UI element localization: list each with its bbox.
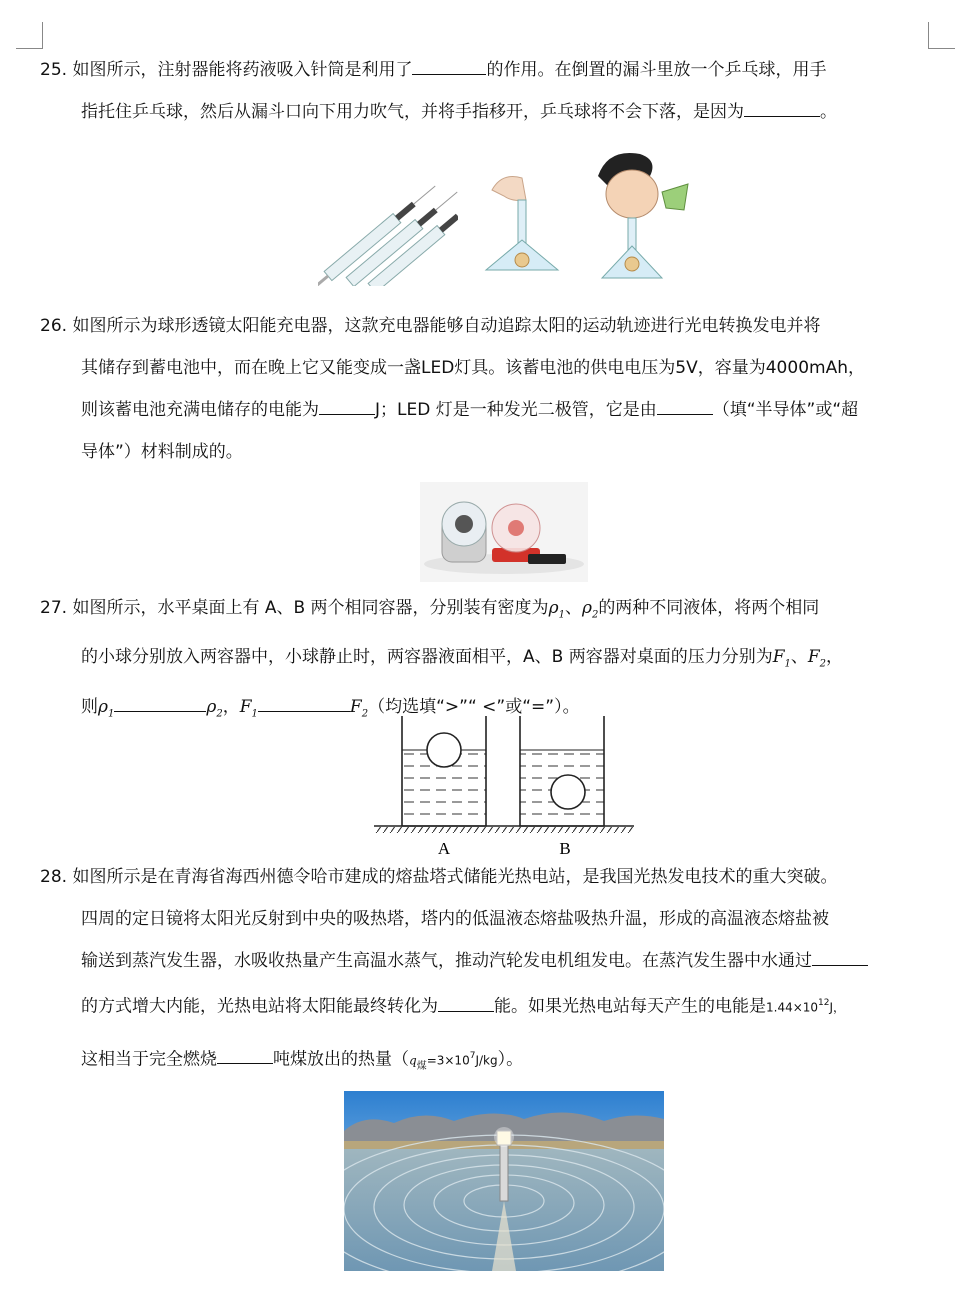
energy-value: 1.44×10 bbox=[766, 1000, 819, 1015]
q27-text: 的两种不同液体，将两个相同 bbox=[598, 598, 820, 618]
label-a: A bbox=[437, 839, 451, 858]
q26-text: （填“半导体”或“超 bbox=[712, 400, 859, 420]
rho2-symbol: ρ bbox=[206, 696, 217, 717]
q28-line-4 bbox=[40, 982, 960, 1029]
answer-blank[interactable] bbox=[438, 993, 494, 1012]
q25-text: 指托住乒乓球，然后从漏斗口向下用力吹气，并将手指移开，乒乓球将不会下落，是因为 bbox=[81, 102, 744, 122]
f2-symbol: F bbox=[349, 696, 362, 717]
energy-exponent: 12 bbox=[818, 998, 830, 1008]
energy-unit: J， bbox=[829, 1000, 846, 1015]
ball-b bbox=[551, 775, 585, 809]
lens-globe-icon bbox=[492, 504, 540, 562]
q26-line-1 bbox=[40, 305, 940, 347]
f2-symbol: F bbox=[807, 647, 820, 668]
f2-subscript: 2 bbox=[361, 708, 369, 720]
charger-base-icon bbox=[442, 502, 486, 562]
heat-value-symbol: q bbox=[409, 1053, 417, 1068]
boy-blowing-figure bbox=[588, 146, 700, 286]
q27-text: 的小球分别放入两容器中，小球静止时，两容器液面相平，A、B 两容器对桌面的压力分别为 bbox=[81, 647, 773, 668]
f2-subscript: 2 bbox=[819, 658, 827, 670]
question-number: 28. bbox=[40, 867, 68, 887]
solar-tower-photo bbox=[344, 1091, 664, 1271]
question-number: 27. bbox=[40, 598, 68, 618]
funnel-hand-figure bbox=[482, 170, 572, 285]
f1-symbol: F bbox=[239, 696, 252, 717]
q25-text: 如图所示，注射器能将药液吸入针筒是利用了 bbox=[72, 60, 413, 80]
heat-value-exponent: 7 bbox=[469, 1050, 476, 1061]
syringe-icon bbox=[318, 181, 439, 286]
solar-charger-figure bbox=[420, 482, 588, 582]
container-b bbox=[520, 716, 604, 826]
boy-face-icon bbox=[606, 170, 658, 218]
question-28 bbox=[40, 856, 960, 1088]
question-number: 26. bbox=[40, 316, 68, 336]
question-number: 25. bbox=[40, 60, 68, 80]
q28-text: 如图所示是在青海省海西州德令哈市建成的熔盐塔式储能光热电站，是我国光热发电技术的重大突破。 bbox=[72, 867, 838, 887]
corner-mark-right bbox=[928, 22, 955, 49]
q26-text: 导体”）材料制成的。 bbox=[81, 442, 243, 462]
q27-text: 、 bbox=[790, 647, 808, 668]
syringes-figure bbox=[318, 156, 458, 286]
q28-line-1 bbox=[40, 856, 960, 898]
q26-line-2 bbox=[40, 347, 940, 389]
rho2-subscript: 2 bbox=[591, 609, 599, 621]
q28-text: 四周的定日镜将太阳光反射到中央的吸热塔，塔内的低温液态熔盐吸热升温，形成的高温液态熔盐被 bbox=[81, 909, 829, 929]
answer-blank[interactable] bbox=[812, 947, 868, 966]
q26-text: 如图所示为球形透镜太阳能充电器，这款充电器能够自动追踪太阳的运动轨迹进行光电转换发电并将 bbox=[72, 316, 821, 336]
q28-text: 这相当于完全燃烧 bbox=[81, 1049, 217, 1070]
q27-text: ， bbox=[222, 696, 240, 717]
ball-a bbox=[427, 733, 461, 767]
heat-value: =3×10 bbox=[426, 1053, 470, 1068]
question-25 bbox=[40, 49, 940, 133]
container-a bbox=[402, 716, 486, 826]
q25-line-1 bbox=[40, 49, 940, 91]
rho1-symbol: ρ bbox=[98, 696, 108, 717]
q27-text: 则 bbox=[81, 696, 98, 717]
q25-line-2 bbox=[40, 91, 940, 133]
q28-text: ）。 bbox=[497, 1049, 524, 1070]
q26-line-3 bbox=[40, 389, 940, 431]
q27-text: 、 bbox=[564, 598, 582, 618]
rho1-symbol: ρ bbox=[548, 598, 559, 618]
rho1-subscript: 1 bbox=[108, 708, 115, 720]
answer-blank[interactable] bbox=[657, 396, 713, 415]
hand-icon bbox=[492, 177, 526, 201]
q26-text: 则该蓄电池充满电储存的电能为 bbox=[81, 400, 319, 420]
question-26 bbox=[40, 305, 940, 473]
q28-text: 能。如果光热电站每天产生的电能是 bbox=[494, 996, 766, 1017]
answer-blank[interactable] bbox=[114, 693, 206, 712]
q28-text: 的方式增大内能，光热电站将太阳能最终转化为 bbox=[81, 996, 438, 1017]
rho2-subscript: 2 bbox=[216, 708, 223, 720]
q27-text: ， bbox=[826, 647, 844, 668]
q25-text: 。 bbox=[820, 102, 837, 122]
answer-blank[interactable] bbox=[258, 693, 350, 712]
corner-mark-left bbox=[16, 22, 43, 49]
f1-subscript: 1 bbox=[251, 708, 258, 720]
q27-line-1 bbox=[40, 587, 940, 636]
phone-icon bbox=[528, 554, 566, 564]
q27-text: 如图所示，水平桌面上有 A、B 两个相同容器，分别装有密度为 bbox=[72, 598, 549, 618]
answer-blank[interactable] bbox=[319, 396, 375, 415]
q28-line-2 bbox=[40, 898, 960, 940]
q26-line-4 bbox=[40, 431, 940, 473]
rho2-symbol: ρ bbox=[581, 598, 592, 618]
q28-line-3 bbox=[40, 940, 960, 982]
q28-line-5 bbox=[40, 1035, 960, 1088]
rho1-subscript: 1 bbox=[558, 609, 565, 621]
heat-value-subscript: 煤 bbox=[416, 1060, 427, 1072]
f1-subscript: 1 bbox=[784, 658, 791, 670]
q28-text: 吨煤放出的热量（ bbox=[273, 1049, 409, 1070]
q27-line-2 bbox=[40, 636, 940, 685]
ping-pong-ball-icon bbox=[625, 257, 639, 271]
label-b: B bbox=[559, 839, 571, 858]
heat-value-unit: J/kg bbox=[475, 1053, 498, 1068]
answer-blank[interactable] bbox=[217, 1045, 273, 1064]
q25-text: 的作用。在倒置的漏斗里放一个乒乓球，用手 bbox=[486, 60, 827, 80]
containers-figure bbox=[370, 712, 638, 860]
answer-blank[interactable] bbox=[412, 56, 486, 75]
q27-text: （均选填“>”“ <”或“=”）。 bbox=[368, 696, 580, 717]
q28-text: 输送到蒸汽发生器，水吸收热量产生高温水蒸气，推动汽轮发电机组发电。在蒸汽发生器中水通过 bbox=[81, 951, 812, 971]
q26-text: J；LED 灯是一种发光二极管，它是由 bbox=[375, 400, 657, 420]
answer-blank[interactable] bbox=[744, 98, 820, 117]
shirt-icon bbox=[662, 184, 688, 210]
ping-pong-ball-icon bbox=[515, 253, 529, 267]
f1-symbol: F bbox=[772, 647, 785, 668]
q26-text: 其储存到蓄电池中，而在晚上它又能变成一盏LED灯具。该蓄电池的供电电压为5V，容量为4000mAh， bbox=[81, 358, 865, 378]
